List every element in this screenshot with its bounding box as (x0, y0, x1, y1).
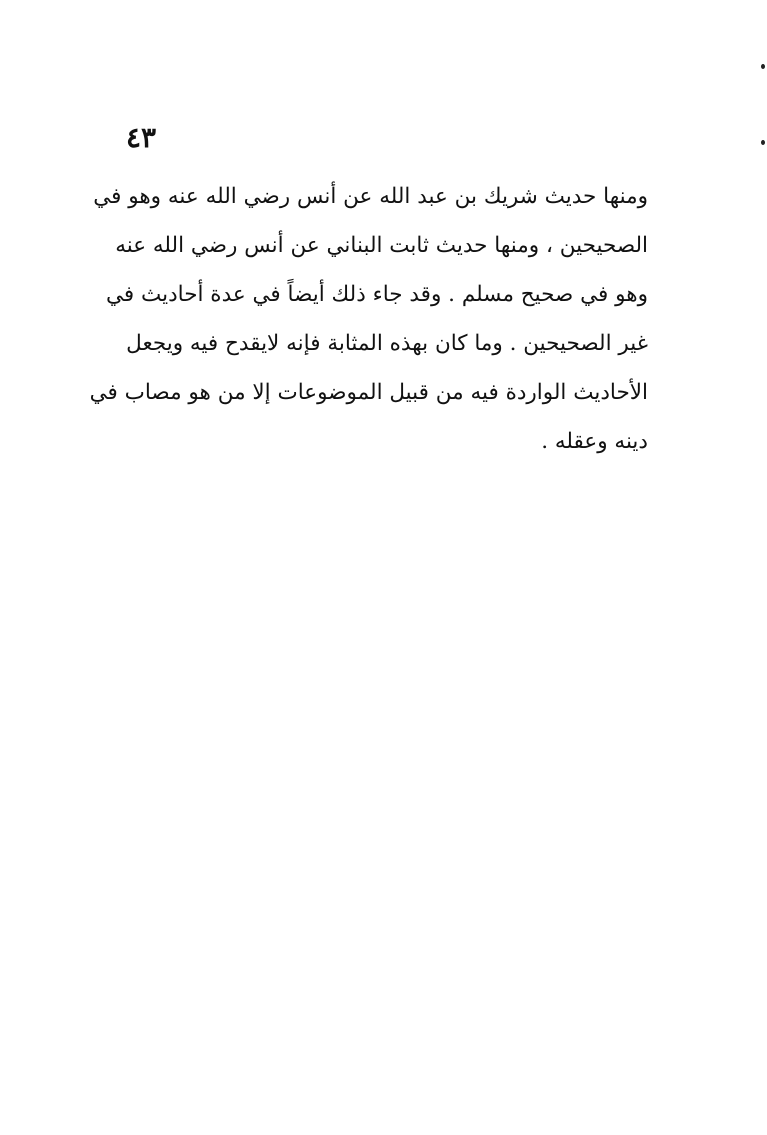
text-line: ومنها حديث شريك بن عبد الله عن أنس رضي الله عنه وهو في (93, 184, 648, 209)
text-line: الأحاديث الواردة فيه من قبيل الموضوعات إلا من هو مصاب في (89, 380, 648, 405)
page-number: ٤٣ (126, 121, 157, 154)
text-line: وهو في صحيح مسلم . وقد جاء ذلك أيضاً في عدة أحاديث في (105, 282, 648, 307)
text-line: دينه وعقله . (541, 429, 648, 454)
scan-speck (761, 140, 765, 145)
body-paragraph (89, 172, 648, 466)
text-line: الصحيحين ، ومنها حديث ثابت البناني عن أنس رضي الله عنه (115, 233, 648, 258)
scan-speck (761, 64, 765, 69)
text-line: غير الصحيحين . وما كان بهذه المثابة فإنه لايقدح فيه ويجعل (126, 331, 648, 356)
